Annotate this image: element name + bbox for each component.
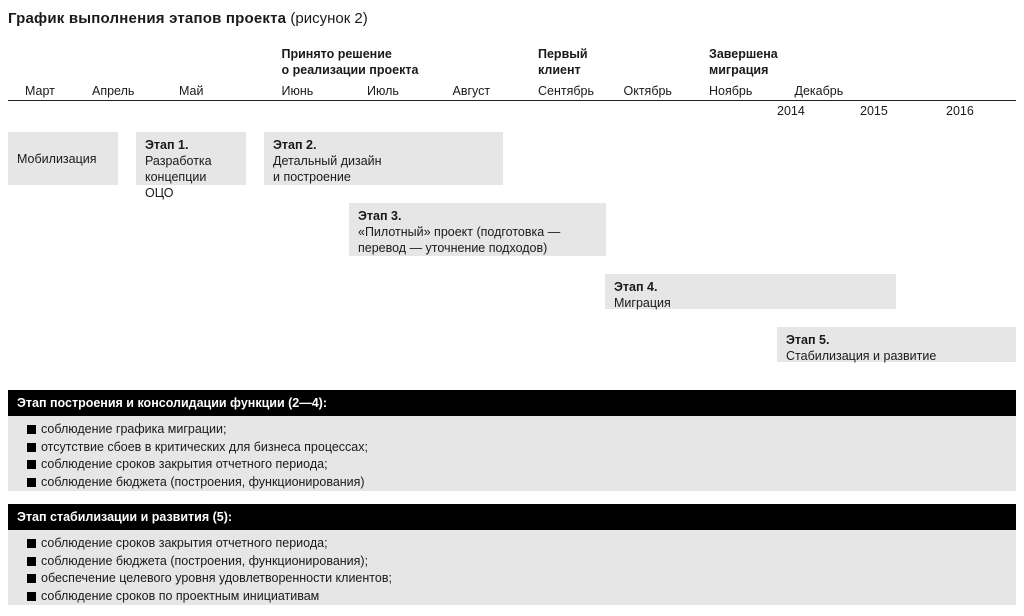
month-tick-label: Декабрь [794,84,844,98]
criteria-item: соблюдение бюджета (построения, функционирования) [27,474,1016,492]
stage-bar [8,132,118,185]
chart-title-note: (рисунок 2) [290,10,368,27]
stage-name: Этап 5. [786,333,830,347]
milestone-label: Завершена миграция [709,47,778,77]
stage-description: Мобилизация [17,151,97,166]
month-tick-label: Август [452,84,491,98]
month-tick-label: Сентябрь [538,84,594,98]
square-bullet-icon [27,539,36,548]
stage-description: Разработка концепции ОЦО [145,154,212,200]
criteria-item: соблюдение графика миграции; [27,421,1016,439]
month-tick-label: Октябрь [623,84,672,98]
criteria-item: соблюдение сроков закрытия отчетного периода; [27,456,1016,474]
stage-description: Миграция [614,296,671,310]
square-bullet-icon [27,443,36,452]
month-tick-label: Март [25,84,55,98]
stage-description: Детальный дизайн и построение [273,154,382,184]
year-tick-label: 2014 [777,104,805,118]
criteria-item: соблюдение сроков по проектным инициативам [27,588,1016,606]
chart-title-bold: График выполнения этапов проекта [8,10,287,27]
square-bullet-icon [27,574,36,583]
stage-bar [349,203,606,256]
chart-title [8,10,368,27]
criteria-heading: Этап построения и консолидации функции (2—4): [8,390,1016,416]
stage-name: Этап 2. [273,138,317,152]
criteria-panel-stabilization [8,504,1016,605]
square-bullet-icon [27,557,36,566]
stage-bar [136,132,246,200]
criteria-panel-build [8,390,1016,491]
criteria-item: отсутствие сбоев в критических для бизнеса процессах; [27,439,1016,457]
year-tick-label: 2015 [860,104,888,118]
stage-bar [264,132,503,185]
criteria-list [8,416,1016,491]
criteria-item: соблюдение сроков закрытия отчетного периода; [27,535,1016,553]
square-bullet-icon [27,460,36,469]
month-tick-label: Апрель [92,84,135,98]
square-bullet-icon [27,478,36,487]
criteria-heading: Этап стабилизации и развития (5): [8,504,1016,530]
milestone-label: Первый клиент [538,47,588,77]
criteria-list [8,530,1016,605]
criteria-item: соблюдение бюджета (построения, функционирования); [27,553,1016,571]
square-bullet-icon [27,425,36,434]
timeline-axis-line [8,100,1016,101]
month-tick-label: Май [179,84,204,98]
stage-description: «Пилотный» проект (подготовка — перевод — уточнение подходов) [358,225,561,255]
stage-name: Этап 1. [145,138,189,152]
year-tick-label: 2016 [946,104,974,118]
stage-description: Стабилизация и развитие [786,349,937,363]
stage-bar [605,274,896,309]
stage-bar [777,327,1016,362]
month-tick-label: Июль [367,84,399,98]
milestone-label: Принято решение о реализации проекта [281,47,419,77]
stage-name: Этап 4. [614,280,658,294]
month-tick-label: Ноябрь [709,84,753,98]
stage-name: Этап 3. [358,209,402,223]
month-tick-label: Июнь [281,84,314,98]
criteria-item: обеспечение целевого уровня удовлетворенности клиентов; [27,570,1016,588]
square-bullet-icon [27,592,36,601]
